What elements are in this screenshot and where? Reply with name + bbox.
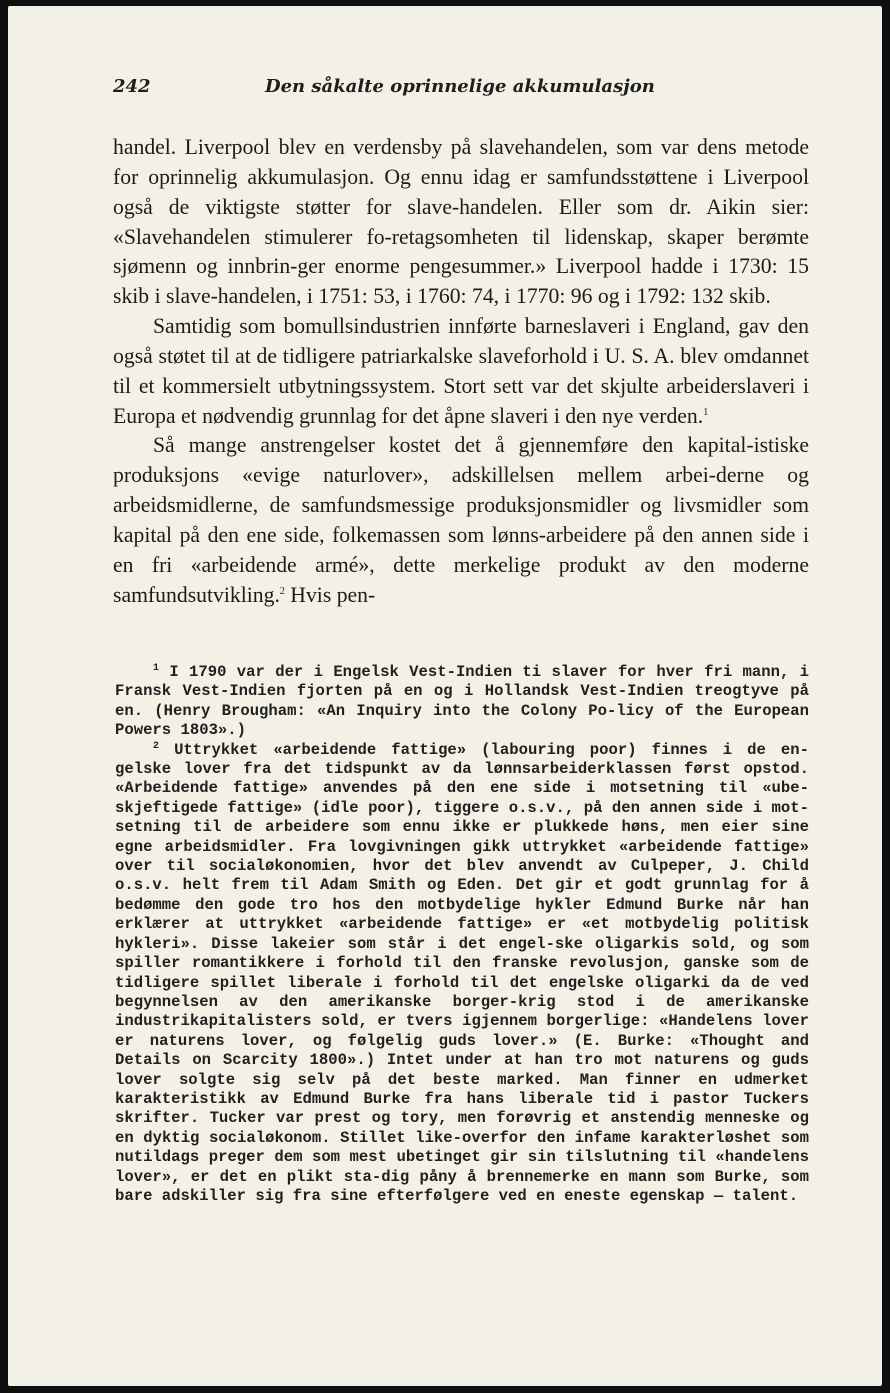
footnote-1-text: I 1790 var der i Engelsk Vest-Indien ti slaver for hver fri mann, i Fransk Vest-Indien fjorten på en og i Hollandsk Vest-Indien treogtyve på en. (Henry Brougham: «An Inquiry into the Colony Po-licy of the European Powers 1803».)	[115, 663, 809, 740]
running-title: Den såkalte oprinnelige akkumulasjon	[265, 76, 655, 97]
footnote-ref-2: 2	[279, 585, 285, 597]
paragraph-3-text: Så mange anstrengelser kostet det å gjennemføre den kapital-istiske produksjons «evige naturlover», adskillelsen mellem arbei-derne og arbeidsmidlerne, de samfundsmessige produksjonsmidler og livsmidler som kapital på den ene side, folkemassen som lønns-arbeidere på den annen side i en fri «arbeidende armé», dette merkelige produkt av den moderne samfundsutvikling.	[113, 433, 809, 607]
footnote-1-mark: 1	[153, 662, 160, 674]
footnote-2	[115, 741, 809, 1207]
book-page	[8, 6, 882, 1386]
footnote-2-text: Uttrykket «arbeidende fattige» (labouring poor) finnes i de en-gelske lover fra det tidspunkt av da lønnsarbeiderklassen først opstod. «Arbeidende fattige» anvendes på den ene side i motsetning til «ube-skjeftigede fattige» (idle poor), tiggere o.s.v., på den annen side i mot-setning til de arbeidere som ennu ikke er plukkede høns, men eier sine egne arbeidsmidler. Fra lovgivningen gikk uttrykket «arbeidende fattige» over til socialøkonomien, hvor det blev anvendt av Culpeper, J. Child o.s.v. helt frem til Adam Smith og Eden. Det gir et godt grunnlag for å bedømme den gode tro hos den motbydelige hykler Edmund Burke når han erklærer at uttrykket «arbeidende fattige» er «et motbydelig politisk hykleri». Disse lakeier som står i det engel-ske oligarkis sold, og som spiller romantikkere i forhold til den franske revolusjon, ganske som de tidligere spillet liberale i forhold til det engelske oligarki da de ved begynnelsen av den amerikanske borger-krig stod i de amerikanske industrikapitalisters sold, er tvers igjennem borgerlige: «Handelens lover er naturens lover, og følgelig guds lover.» (E. Burke: «Thought and Details on Scarcity 1800».) Intet under at han tro mot naturens og guds lover solgte sig selv på det beste marked. Man finner en udmerket karakteristikk av Edmund Burke fra hans liberale tid i pastor Tuckers skrifter. Tucker var prest og tory, men forøvrig et anstendig menneske og en dyktig socialøkonom. Stillet like-overfor den infame karakterløshet som nutildags preger dem som mest ubetinget gir sin tilslutning til «handelens lover», er det en plikt sta-dig påny å brennemerke en mann som Burke, som bare adskiller sig fra sine efterfølgere ved en eneste egenskap — talent.	[115, 740, 810, 1205]
page-number: 242	[113, 76, 151, 97]
body-text	[113, 133, 809, 611]
paragraph-1	[113, 133, 809, 312]
footnote-2-mark: 2	[153, 740, 160, 752]
paragraph-1-text: handel. Liverpool blev en verdensby på slavehandelen, som var dens metode for oprinnelig akkumulasjon. Og ennu idag er samfundsstøttene i Liverpool også de viktigste støtter for slave-handelen. Eller som dr. Aikin sier: «Slavehandelen stimulerer fo-retagsomheten til lidenskap, skaper berømte sjømenn og innbrin-ger enorme pengesummer.» Liverpool hadde i 1730: 15 skib i slave-handelen, i 1751: 53, i 1760: 74, i 1770: 96 og i 1792: 132 skib.	[113, 135, 809, 309]
footnote-ref-1: 1	[703, 406, 709, 418]
footnote-1	[115, 663, 809, 741]
page-header	[113, 76, 813, 97]
footnotes	[115, 663, 809, 1206]
paragraph-3-tail: Hvis pen-	[284, 582, 376, 607]
paragraph-3	[113, 431, 809, 610]
paragraph-2-text: Samtidig som bomullsindustrien innførte barneslaveri i England, gav den også støtet til at de tidligere patriarkalske slaveforhold i U. S. A. blev omdannet til et kommersielt utbytningssystem. Stort sett var det skjulte arbeiderslaveri i Europa et nødvendig grunnlag for det åpne slaveri i den nye verden.	[113, 314, 809, 428]
paragraph-2	[113, 312, 809, 431]
